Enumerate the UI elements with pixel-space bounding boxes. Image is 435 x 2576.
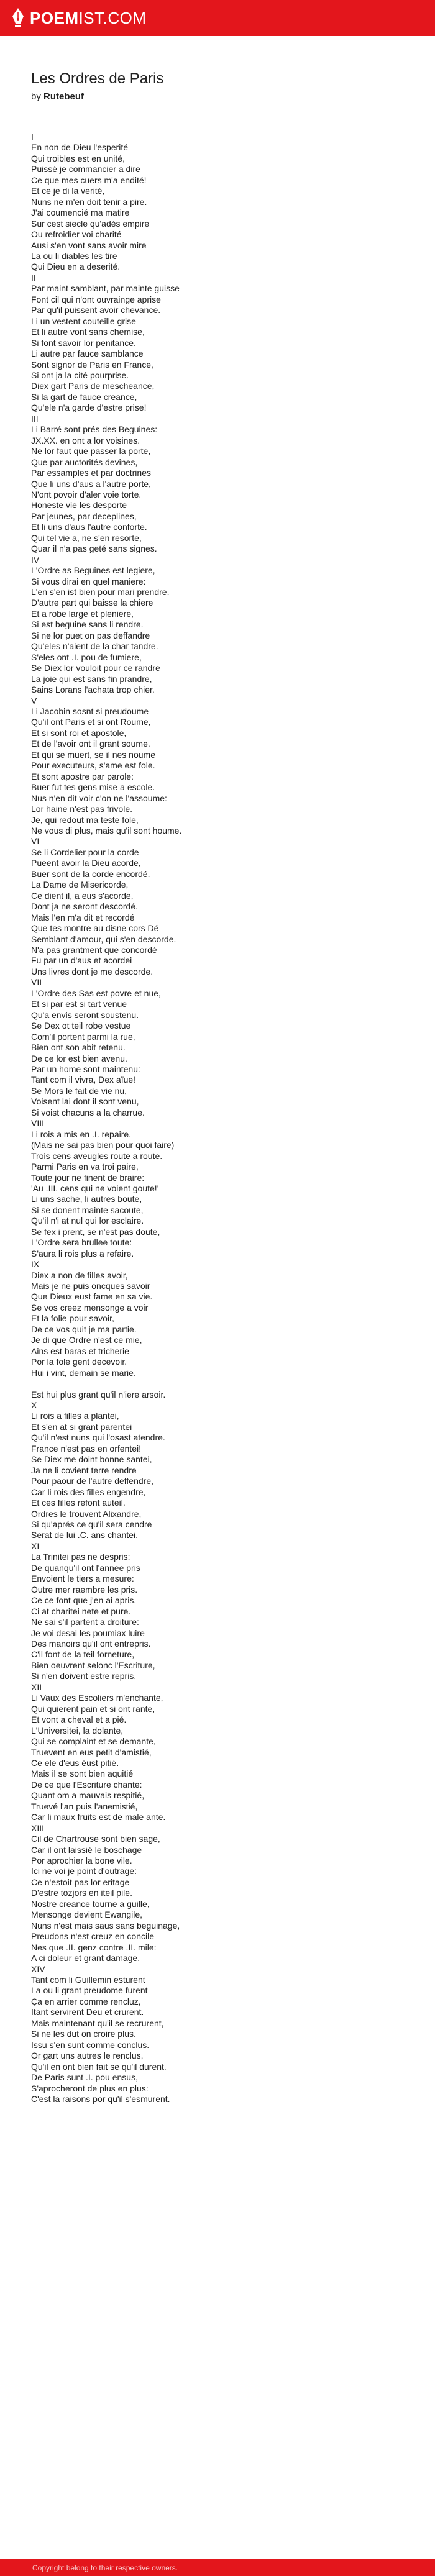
poem-line: Qu'il n'est nuns qui l'osast atendre. — [31, 1432, 165, 1443]
poem-title: Les Ordres de Paris — [31, 70, 164, 87]
poem-line: Se fex i prent, se n'est pas doute, — [31, 1226, 160, 1237]
poem-line: Quar il n'a pas geté sans signes. — [31, 544, 157, 554]
poem-line: Se li Cordelier pour la corde — [31, 847, 139, 857]
poem-line: Et li uns d'aus l'autre conforte. — [31, 522, 147, 532]
poem-line: Par maint samblant, par mainte guisse — [31, 283, 180, 294]
poem-line: Se Dex ot teil robe vestue — [31, 1021, 131, 1031]
poem-line: La joie qui est sans fin prandre, — [31, 673, 152, 684]
poem-line: XIV — [31, 1964, 45, 1974]
poem-line: Ici ne voi je point d'outrage: — [31, 1866, 137, 1877]
poem-line: Et si sont roi et apostole, — [31, 727, 127, 738]
poem-line: Nuns ne m'en doit tenir a pire. — [31, 196, 147, 207]
poem-line: La ou li diables les tire — [31, 250, 117, 261]
poem-line: Ce ele d'eus éust pitié. — [31, 1757, 119, 1768]
poem-line: I — [31, 132, 34, 142]
poem-line: Ce ce font que j'en ai apris, — [31, 1595, 137, 1606]
poem-line: Et s'en at si grant parentei — [31, 1421, 132, 1432]
poem-line: Diex a non de filles avoir, — [31, 1270, 128, 1280]
poem-line: Et sont apostre par parole: — [31, 771, 134, 781]
poem-line: Et la folie pour savoir, — [31, 1313, 114, 1324]
poem-line: Truevent en eus petit d'amistié, — [31, 1747, 152, 1757]
by-label: by — [31, 91, 41, 102]
poem-line: Preudons n'est creuz en concile — [31, 1931, 155, 1942]
poem-line: Uns livres dont je me descorde. — [31, 966, 153, 976]
poem-line: II — [31, 272, 36, 283]
poem-line: Envoient le tiers a mesure: — [31, 1573, 134, 1584]
poem-line: Toute jour ne finent de braire: — [31, 1172, 145, 1183]
poem-line: D'estre tozjors en iteil pile. — [31, 1888, 132, 1898]
poem-line: Qui troibles est en unité, — [31, 153, 125, 163]
poem-line: Par essamples et par doctrines — [31, 468, 151, 478]
poem-line: Si voist chacuns a la charrue. — [31, 1107, 145, 1117]
poem-line: Hui i vint, demain se marie. — [31, 1367, 136, 1378]
poem-line: De Paris sunt .I. pou ensus, — [31, 2072, 138, 2083]
author-link[interactable]: Rutebeuf — [44, 91, 85, 102]
poem-line: Se Diex me doint bonne santei, — [31, 1454, 152, 1465]
poem-line: Si ont ja la cité pourprise. — [31, 370, 129, 380]
poem-line: La Dame de Misericorde, — [31, 880, 129, 890]
poem-line: Mais je ne puis oncques savoir — [31, 1281, 150, 1291]
poem-line: Nuns n'est mais saus sans beguinage, — [31, 1920, 180, 1931]
poem-line: Font cil qui n'ont ouvrainge aprise — [31, 294, 161, 304]
poem-line: Li autre par fauce samblance — [31, 348, 144, 359]
site-header — [0, 0, 435, 36]
poem-line: Ce n'estoit pas lor eritage — [31, 1877, 130, 1887]
poem-line: Qu'ele n'a garde d'estre prise! — [31, 403, 147, 413]
poem-line: JX.XX. en ont a lor voisines. — [31, 435, 140, 445]
poem-line: Que li uns d'aus a l'autre porte, — [31, 478, 151, 489]
poem-line: Pour executeurs, s'ame est fole. — [31, 760, 155, 771]
poem-line: Et ces filles refont auteil. — [31, 1498, 126, 1508]
poem-line: Nes que .II. genz contre .II. mile: — [31, 1942, 157, 1952]
poem-line: Nus n'en dit voir c'on ne l'assoume: — [31, 793, 167, 803]
poem-line: Quant om a mauvais respitié, — [31, 1790, 145, 1801]
poem-line: Mensonge devient Ewangile, — [31, 1909, 143, 1920]
poem-line: Que par auctorités devines, — [31, 457, 138, 467]
poem-line: Cil de Chartrouse sont bien sage, — [31, 1834, 160, 1844]
poem-line: Outre mer raembre les pris. — [31, 1584, 138, 1595]
poem-line: Li uns sache, li autres boute, — [31, 1194, 142, 1204]
poem-line: Car li maux fruits est de male ante. — [31, 1812, 166, 1823]
byline — [31, 91, 404, 103]
poem-line: D'autre part qui baisse la chiere — [31, 598, 153, 608]
poem-line: Li rois a mis en .I. repaire. — [31, 1129, 132, 1139]
poem-line: Honeste vie les desporte — [31, 500, 127, 511]
poem-line: Qu'il en ont bien fait se qu'il durent. — [31, 2061, 167, 2072]
poem-line: Nostre creance tourne a guille, — [31, 1898, 150, 1909]
poem-line: Mais il se sont bien aquitié — [31, 1768, 134, 1779]
poem-line: J'ai coumencié ma matire — [31, 207, 130, 218]
poem-line: Bien oeuvrent selonc l'Escriture, — [31, 1660, 155, 1670]
poem-line: Li Vaux des Escoliers m'enchante, — [31, 1693, 163, 1703]
poem-line: IX — [31, 1259, 40, 1270]
poem-line: Si vous dirai en quel maniere: — [31, 576, 146, 586]
poem-line: Ja ne li covient terre rendre — [31, 1465, 137, 1475]
poem-article — [31, 70, 404, 2105]
poem-line: Ou refroidier voi charité — [31, 229, 122, 240]
poem-line: VII — [31, 977, 42, 988]
poem-line: En non de Dieu l'esperité — [31, 142, 128, 153]
poem-body — [31, 132, 404, 2105]
poem-line: Com'il portent parmi la rue, — [31, 1031, 135, 1042]
poem-line: Car il ont laissié le boschage — [31, 1844, 142, 1855]
poem-line: Buer fut tes gens mise a escole. — [31, 782, 155, 793]
poem-line: Ce dient il, a eus s'acorde, — [31, 890, 134, 901]
poem-line: S'aura li rois plus a refaire. — [31, 1248, 134, 1258]
poem-line: Si ne lor puet on pas deffandre — [31, 630, 150, 640]
poem-line: A ci doleur et grant damage. — [31, 1953, 140, 1964]
poem-line: N'ont povoir d'aler voie torte. — [31, 489, 142, 499]
poem-line: Ausi s'en vont sans avoir mire — [31, 240, 147, 250]
site-footer — [0, 2559, 435, 2576]
poem-line: Et qui se muert, se il nes noume — [31, 749, 155, 760]
poem-line: S'eles ont .I. pou de fumiere, — [31, 652, 142, 662]
poem-line: Lor haine n'est pas frivole. — [31, 804, 132, 814]
poem-line: De quanqu'il ont l'annee pris — [31, 1562, 140, 1573]
poem-line: VIII — [31, 1118, 45, 1129]
poem-line: De ce vos quit je ma partie. — [31, 1324, 137, 1334]
poem-line: III — [31, 413, 39, 424]
poem-line: Qui se complaint et se demante, — [31, 1736, 156, 1747]
poem-line: Qui quierent pain et si ont rante, — [31, 1703, 155, 1714]
poem-line: Ne sai s'il partent a droiture: — [31, 1617, 139, 1627]
poem-line: Sont signor de Paris en France, — [31, 359, 153, 370]
poem-line: (Mais ne sai pas bien pour quoi faire) — [31, 1140, 175, 1150]
poem-line: Et vont a cheval et a pié. — [31, 1714, 127, 1725]
poem-line: Pueent avoir la Dieu acorde, — [31, 858, 141, 868]
poem-line: Ci at charitei nete et pure. — [31, 1606, 131, 1616]
copyright-notice: Copyright belong to their respective owners. — [32, 2563, 178, 2572]
poem-line: Si se donent mainte sacoute, — [31, 1204, 144, 1215]
poem-line: Et a robe large et pleniere, — [31, 608, 134, 619]
poem-line: C'il font de la teil forneture, — [31, 1649, 135, 1660]
poem-line: L'Ordre des Sas est povre et nue, — [31, 988, 161, 998]
poem-line: Trois cens aveugles route a route. — [31, 1150, 163, 1161]
poem-line: XII — [31, 1682, 42, 1692]
poem-line: Ne lor faut que passer la porte, — [31, 446, 151, 457]
poem-line: VI — [31, 836, 40, 847]
poem-line: Je voi desai les poumiax luire — [31, 1627, 145, 1638]
poem-line: Dont ja ne seront descordé. — [31, 901, 138, 912]
poem-line: Se vos creez mensonge a voir — [31, 1302, 149, 1313]
poem-line: Si font savoir lor penitance. — [31, 337, 136, 348]
poem-line: Et ce je di la verité, — [31, 186, 105, 196]
poem-line: Si qu'aprés ce qu'il sera cendre — [31, 1519, 152, 1529]
poem-line: Par qu'il puissent avoir chevance. — [31, 305, 161, 316]
poem-line: Puissé je commancier a dire — [31, 164, 140, 175]
poem-line: Sains Lorans l'achata trop chier. — [31, 685, 155, 695]
poem-line: Itant servirent Deu et crurent. — [31, 2007, 144, 2018]
poem-line: Et de l'avoir ont il grant soume. — [31, 739, 150, 749]
poem-line: La Trinitei pas ne despris: — [31, 1552, 130, 1562]
poem-line: Issu s'en sunt comme conclus. — [31, 2039, 150, 2050]
poem-line: Or gart uns autres le renclus, — [31, 2050, 144, 2061]
poem-line — [31, 1378, 404, 1389]
poem-line: Par jeunes, par deceplines, — [31, 511, 137, 521]
poem-line: Si ne les dut on croire plus. — [31, 2029, 136, 2039]
poem-line: L'Universitei, la dolante, — [31, 1725, 124, 1736]
poem-line: Diex gart Paris de mescheance, — [31, 381, 155, 391]
site-logo[interactable] — [11, 7, 147, 29]
poem-line: 'Au .III. cens qui ne voient goute!' — [31, 1183, 159, 1193]
poem-line: Ça en arrier comme rencluz, — [31, 1996, 141, 2006]
poem-line: Si n'en doivent estre repris. — [31, 1671, 137, 1682]
poem-line: Ordres le trouvent Alixandre, — [31, 1508, 142, 1519]
poem-line: Por aprochier la bone vile. — [31, 1855, 132, 1866]
poem-line: Qui Dieu en a deserité. — [31, 262, 121, 272]
poem-line: Qu'il n'i at nul qui lor esclaire. — [31, 1216, 144, 1226]
poem-line: Je di que Ordre n'est ce mie, — [31, 1335, 142, 1345]
poem-line: De ce lor est bien avenu. — [31, 1053, 127, 1063]
poem-line: Bien ont son abit retenu. — [31, 1042, 126, 1053]
poem-line: X — [31, 1400, 37, 1410]
poem-line: Que tes montre au disne cors Dé — [31, 923, 159, 934]
poem-line: Li Jacobin sosnt si preudoume — [31, 706, 149, 717]
poem-line: Mais l'en m'a dit et recordé — [31, 912, 135, 922]
poem-line: Li rois a filles a plantei, — [31, 1411, 119, 1421]
poem-line: Se Mors le fait de vie nu, — [31, 1085, 127, 1096]
poem-line: Et li autre vont sans chemise, — [31, 327, 145, 337]
pen-nib-icon — [11, 7, 25, 29]
poem-line: IV — [31, 554, 40, 565]
poem-line: Des manoirs qu'il ont entrepris. — [31, 1638, 151, 1649]
poem-line: La ou li grant preudome furent — [31, 1985, 148, 1996]
poem-line: Je, qui redout ma teste fole, — [31, 814, 139, 825]
poem-line: Par un home sont maintenu: — [31, 1063, 140, 1074]
poem-line: Qu'a envis seront soustenu. — [31, 1009, 139, 1020]
poem-line: Est hui plus grant qu'il n'iere arsoir. — [31, 1389, 166, 1400]
poem-line: L'Ordre as Beguines est legiere, — [31, 565, 155, 576]
poem-line: Si est beguine sans li rendre. — [31, 619, 144, 630]
poem-line: L'Ordre sera brullee toute: — [31, 1237, 132, 1248]
poem-line: Si la gart de fauce creance, — [31, 391, 137, 402]
poem-line: N'a pas grantment que concordé — [31, 944, 157, 955]
poem-line: Pour paour de l'autre deffendre, — [31, 1476, 153, 1486]
poem-line: Truevé l'an puis l'anemistié, — [31, 1801, 138, 1811]
poem-line: Buer sont de la corde encordé. — [31, 868, 150, 879]
poem-line: Voisent lai dont il sont venu, — [31, 1096, 139, 1107]
poem-line: XIII — [31, 1823, 45, 1833]
poem-line: Qu'il ont Paris et si ont Roume, — [31, 717, 151, 727]
poem-line: L'en s'en ist bien pour mari prendre. — [31, 587, 170, 598]
poem-line: Tant com il vivra, Dex aïue! — [31, 1075, 136, 1085]
poem-line: Ains est baras et tricherie — [31, 1345, 129, 1356]
logo-wordmark: POEMIST.COM — [30, 8, 147, 27]
poem-line: Sur cest siecle qu'adés empire — [31, 218, 150, 229]
poem-line: Por la fole gent decevoir. — [31, 1357, 127, 1367]
poem-line: Li Barré sont prés des Beguines: — [31, 424, 158, 435]
poem-line: Serat de lui .C. ans chantei. — [31, 1530, 138, 1541]
poem-line: Ce que mes cuers m'a endité! — [31, 175, 147, 185]
poem-line: Qu'eles n'aient de la char tandre. — [31, 641, 158, 652]
poem-line: Fu par un d'aus et acordei — [31, 955, 132, 966]
poem-line: Que Dieux eust fame en sa vie. — [31, 1291, 153, 1302]
poem-line: Parmi Paris en va troi paire, — [31, 1162, 139, 1172]
poem-line: Se Diex lor vouloit pour ce randre — [31, 663, 160, 673]
poem-line: Ne vous di plus, mais qu'il sont houme. — [31, 826, 182, 835]
poem-line: Qui tel vie a, ne s'en resorte, — [31, 532, 142, 543]
poem-line: XI — [31, 1541, 40, 1551]
poem-line: France n'est pas en orfentei! — [31, 1443, 141, 1454]
poem-line: C'est la raisons por qu'il s'esmurent. — [31, 2094, 170, 2104]
poem-line: V — [31, 695, 37, 706]
poem-line: Tant com li Guillemin esturent — [31, 1975, 145, 1985]
poem-line: Car li rois des filles engendre, — [31, 1486, 146, 1497]
poem-line: Mais maintenant qu'il se recrurent, — [31, 2018, 164, 2028]
poem-line: De ce que l'Escriture chante: — [31, 1779, 142, 1790]
poem-line: Et si par est si tart venue — [31, 999, 127, 1009]
poem-line: S'aprocheront de plus en plus: — [31, 2083, 149, 2093]
poem-line: Li un vestent couteille grise — [31, 316, 136, 326]
poem-line: Semblant d'amour, qui s'en descorde. — [31, 934, 176, 944]
